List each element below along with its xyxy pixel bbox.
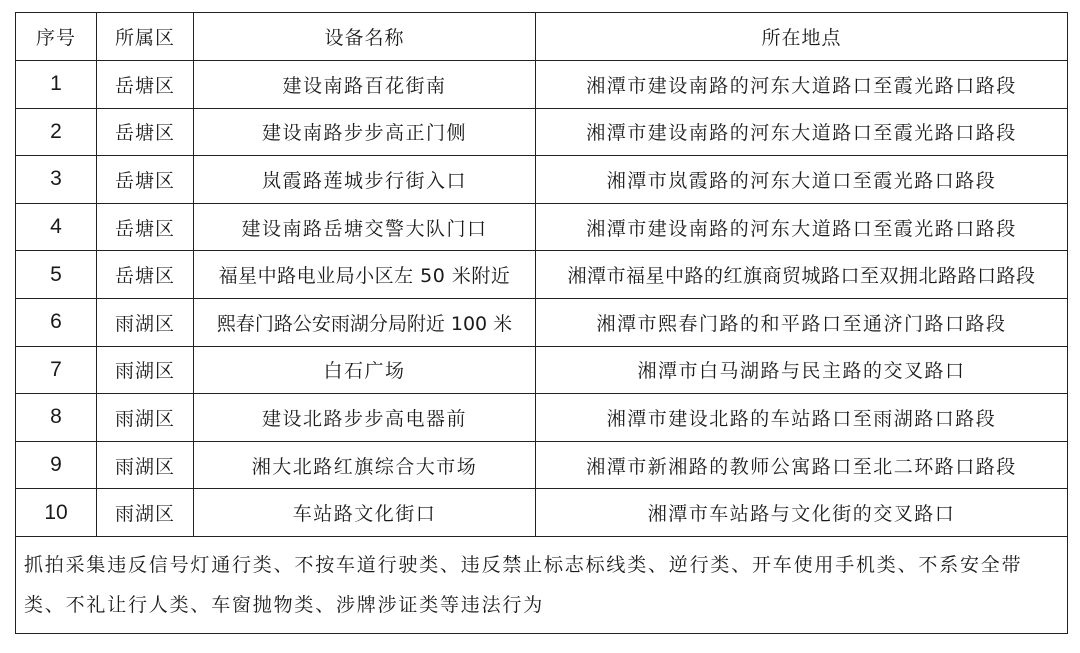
table-row <box>16 346 1068 394</box>
cell-district: 岳塘区 <box>97 203 194 251</box>
note-row <box>16 536 1068 633</box>
cell-device-name: 建设南路岳塘交警大队门口 <box>194 203 536 251</box>
table-row <box>16 251 1068 299</box>
cell-device-name: 车站路文化街口 <box>194 489 536 537</box>
cell-district: 雨湖区 <box>97 346 194 394</box>
cell-device-name: 福星中路电业局小区左 50 米附近 <box>194 251 536 299</box>
header-no: 序号 <box>16 13 97 61</box>
header-device-name: 设备名称 <box>194 13 536 61</box>
cell-no: 1 <box>16 61 97 109</box>
cell-location: 湘潭市建设南路的河东大道路口至霞光路口路段 <box>536 61 1068 109</box>
cell-location: 湘潭市建设北路的车站路口至雨湖路口路段 <box>536 394 1068 442</box>
cell-location: 湘潭市建设南路的河东大道路口至霞光路口路段 <box>536 203 1068 251</box>
table-row <box>16 156 1068 204</box>
cell-device-name: 建设南路百花街南 <box>194 61 536 109</box>
cell-no: 6 <box>16 298 97 346</box>
cell-location: 湘潭市福星中路的红旗商贸城路口至双拥北路路口路段 <box>536 251 1068 299</box>
cell-district: 雨湖区 <box>97 298 194 346</box>
cell-device-name: 建设北路步步高电器前 <box>194 394 536 442</box>
cell-location: 湘潭市岚霞路的河东大道口至霞光路口路段 <box>536 156 1068 204</box>
cell-location: 湘潭市车站路与文化街的交叉路口 <box>536 489 1068 537</box>
cell-no: 7 <box>16 346 97 394</box>
device-table <box>15 12 1068 634</box>
cell-no: 2 <box>16 108 97 156</box>
cell-no: 8 <box>16 394 97 442</box>
table-row <box>16 298 1068 346</box>
violation-note: 抓拍采集违反信号灯通行类、不按车道行驶类、违反禁止标志标线类、逆行类、开车使用手机类、不系安全带类、不礼让行人类、车窗抛物类、涉牌涉证类等违法行为 <box>16 536 1068 633</box>
cell-device-name: 岚霞路莲城步行街入口 <box>194 156 536 204</box>
cell-no: 4 <box>16 203 97 251</box>
cell-device-name: 湘大北路红旗综合大市场 <box>194 441 536 489</box>
cell-location: 湘潭市建设南路的河东大道路口至霞光路口路段 <box>536 108 1068 156</box>
table-row <box>16 108 1068 156</box>
cell-district: 雨湖区 <box>97 394 194 442</box>
cell-location: 湘潭市白马湖路与民主路的交叉路口 <box>536 346 1068 394</box>
cell-location: 湘潭市新湘路的教师公寓路口至北二环路口路段 <box>536 441 1068 489</box>
cell-device-name: 建设南路步步高正门侧 <box>194 108 536 156</box>
table-row <box>16 61 1068 109</box>
cell-district: 岳塘区 <box>97 108 194 156</box>
cell-device-name: 白石广场 <box>194 346 536 394</box>
cell-district: 雨湖区 <box>97 441 194 489</box>
cell-location: 湘潭市熙春门路的和平路口至通济门路口路段 <box>536 298 1068 346</box>
table-row <box>16 489 1068 537</box>
cell-district: 雨湖区 <box>97 489 194 537</box>
cell-no: 9 <box>16 441 97 489</box>
header-district: 所属区 <box>97 13 194 61</box>
header-location: 所在地点 <box>536 13 1068 61</box>
cell-no: 10 <box>16 489 97 537</box>
table-header-row <box>16 13 1068 61</box>
table-row <box>16 203 1068 251</box>
cell-district: 岳塘区 <box>97 61 194 109</box>
cell-no: 3 <box>16 156 97 204</box>
cell-district: 岳塘区 <box>97 251 194 299</box>
cell-no: 5 <box>16 251 97 299</box>
cell-district: 岳塘区 <box>97 156 194 204</box>
table-row <box>16 441 1068 489</box>
cell-device-name: 熙春门路公安雨湖分局附近 100 米 <box>194 298 536 346</box>
document-page <box>15 12 1067 634</box>
table-row <box>16 394 1068 442</box>
